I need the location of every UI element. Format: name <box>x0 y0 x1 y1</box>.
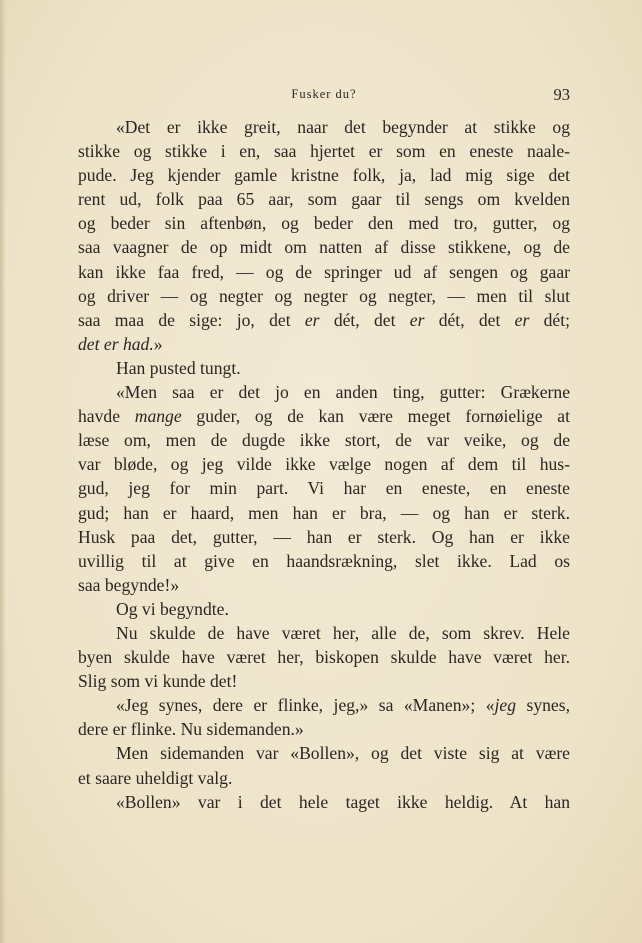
text-line-21: Og vi begyndte. <box>116 598 229 619</box>
text-line-16: gud, jeg for min part. Vi har en eneste, en eneste <box>78 478 570 499</box>
body-text <box>78 115 570 814</box>
text-line-9: saa maa de sige: jo, det er dét, det er dét, det er dét; <box>78 309 570 330</box>
text-line-2: stikke og stikke i en, saa hjertet er som en eneste naale- <box>78 141 570 162</box>
text-line-8: og driver — og negter og negter og negter, — men til slut <box>78 285 570 306</box>
text-line-29: «Bollen» var i det hele taget ikke heldig. At han <box>116 791 570 812</box>
text-line-10: det er had.» <box>78 333 163 354</box>
text-line-14: læse om, men de dugde ikke stort, de var veike, og de <box>78 430 570 451</box>
text-line-13: havde mange guder, og de kan være meget fornøielige at <box>78 406 570 427</box>
text-line-1: «Det er ikke greit, naar det begynder at stikke og <box>116 117 570 137</box>
text-line-12: «Men saa er det jo en anden ting, gutter: Grækerne <box>116 382 570 403</box>
text-line-17: gud; han er haard, men han er bra, — og han er sterk. <box>78 502 570 523</box>
text-line-6: saa vaagner de op midt om natten af disse stikkene, og de <box>78 237 570 258</box>
text-line-23: byen skulde have været her, biskopen skulde have været her. <box>78 647 570 668</box>
text-line-25: «Jeg synes, dere er flinke, jeg,» sa «Manen»; «jeg synes, <box>116 695 570 716</box>
text-line-7: kan ikke faa fred, — og de springer ud af sengen og gaar <box>78 261 570 282</box>
page-binding-edge <box>0 0 6 943</box>
text-line-5: og beder sin aftenbøn, og beder den med tro, gutter, og <box>78 213 570 234</box>
text-line-27: Men sidemanden var «Bollen», og det viste sig at være <box>116 743 570 764</box>
page-header <box>78 83 570 107</box>
text-line-28: et saare uheldigt valg. <box>78 767 233 788</box>
text-line-3: pude. Jeg kjender gamle kristne folk, ja, lad mig sige det <box>78 165 570 186</box>
text-line-4: rent ud, folk paa 65 aar, som gaar til sengs om kvelden <box>78 189 570 210</box>
running-title: Fusker du? <box>291 87 357 101</box>
text-line-22: Nu skulde de have været her, alle de, som skrev. Hele <box>116 622 570 643</box>
text-line-24: Slig som vi kunde det! <box>78 671 238 692</box>
text-line-15: var bløde, og jeg vilde ikke vælge nogen af dem til hus- <box>78 454 570 475</box>
text-line-26: dere er flinke. Nu sidemanden.» <box>78 719 304 740</box>
page-number: 93 <box>553 85 570 104</box>
text-line-18: Husk paa det, gutter, — han er sterk. Og han er ikke <box>78 526 570 547</box>
text-line-11: Han pusted tungt. <box>116 357 241 378</box>
text-line-20: saa begynde!» <box>78 574 180 595</box>
text-line-19: uvillig til at give en haandsrækning, slet ikke. Lad os <box>78 550 570 571</box>
